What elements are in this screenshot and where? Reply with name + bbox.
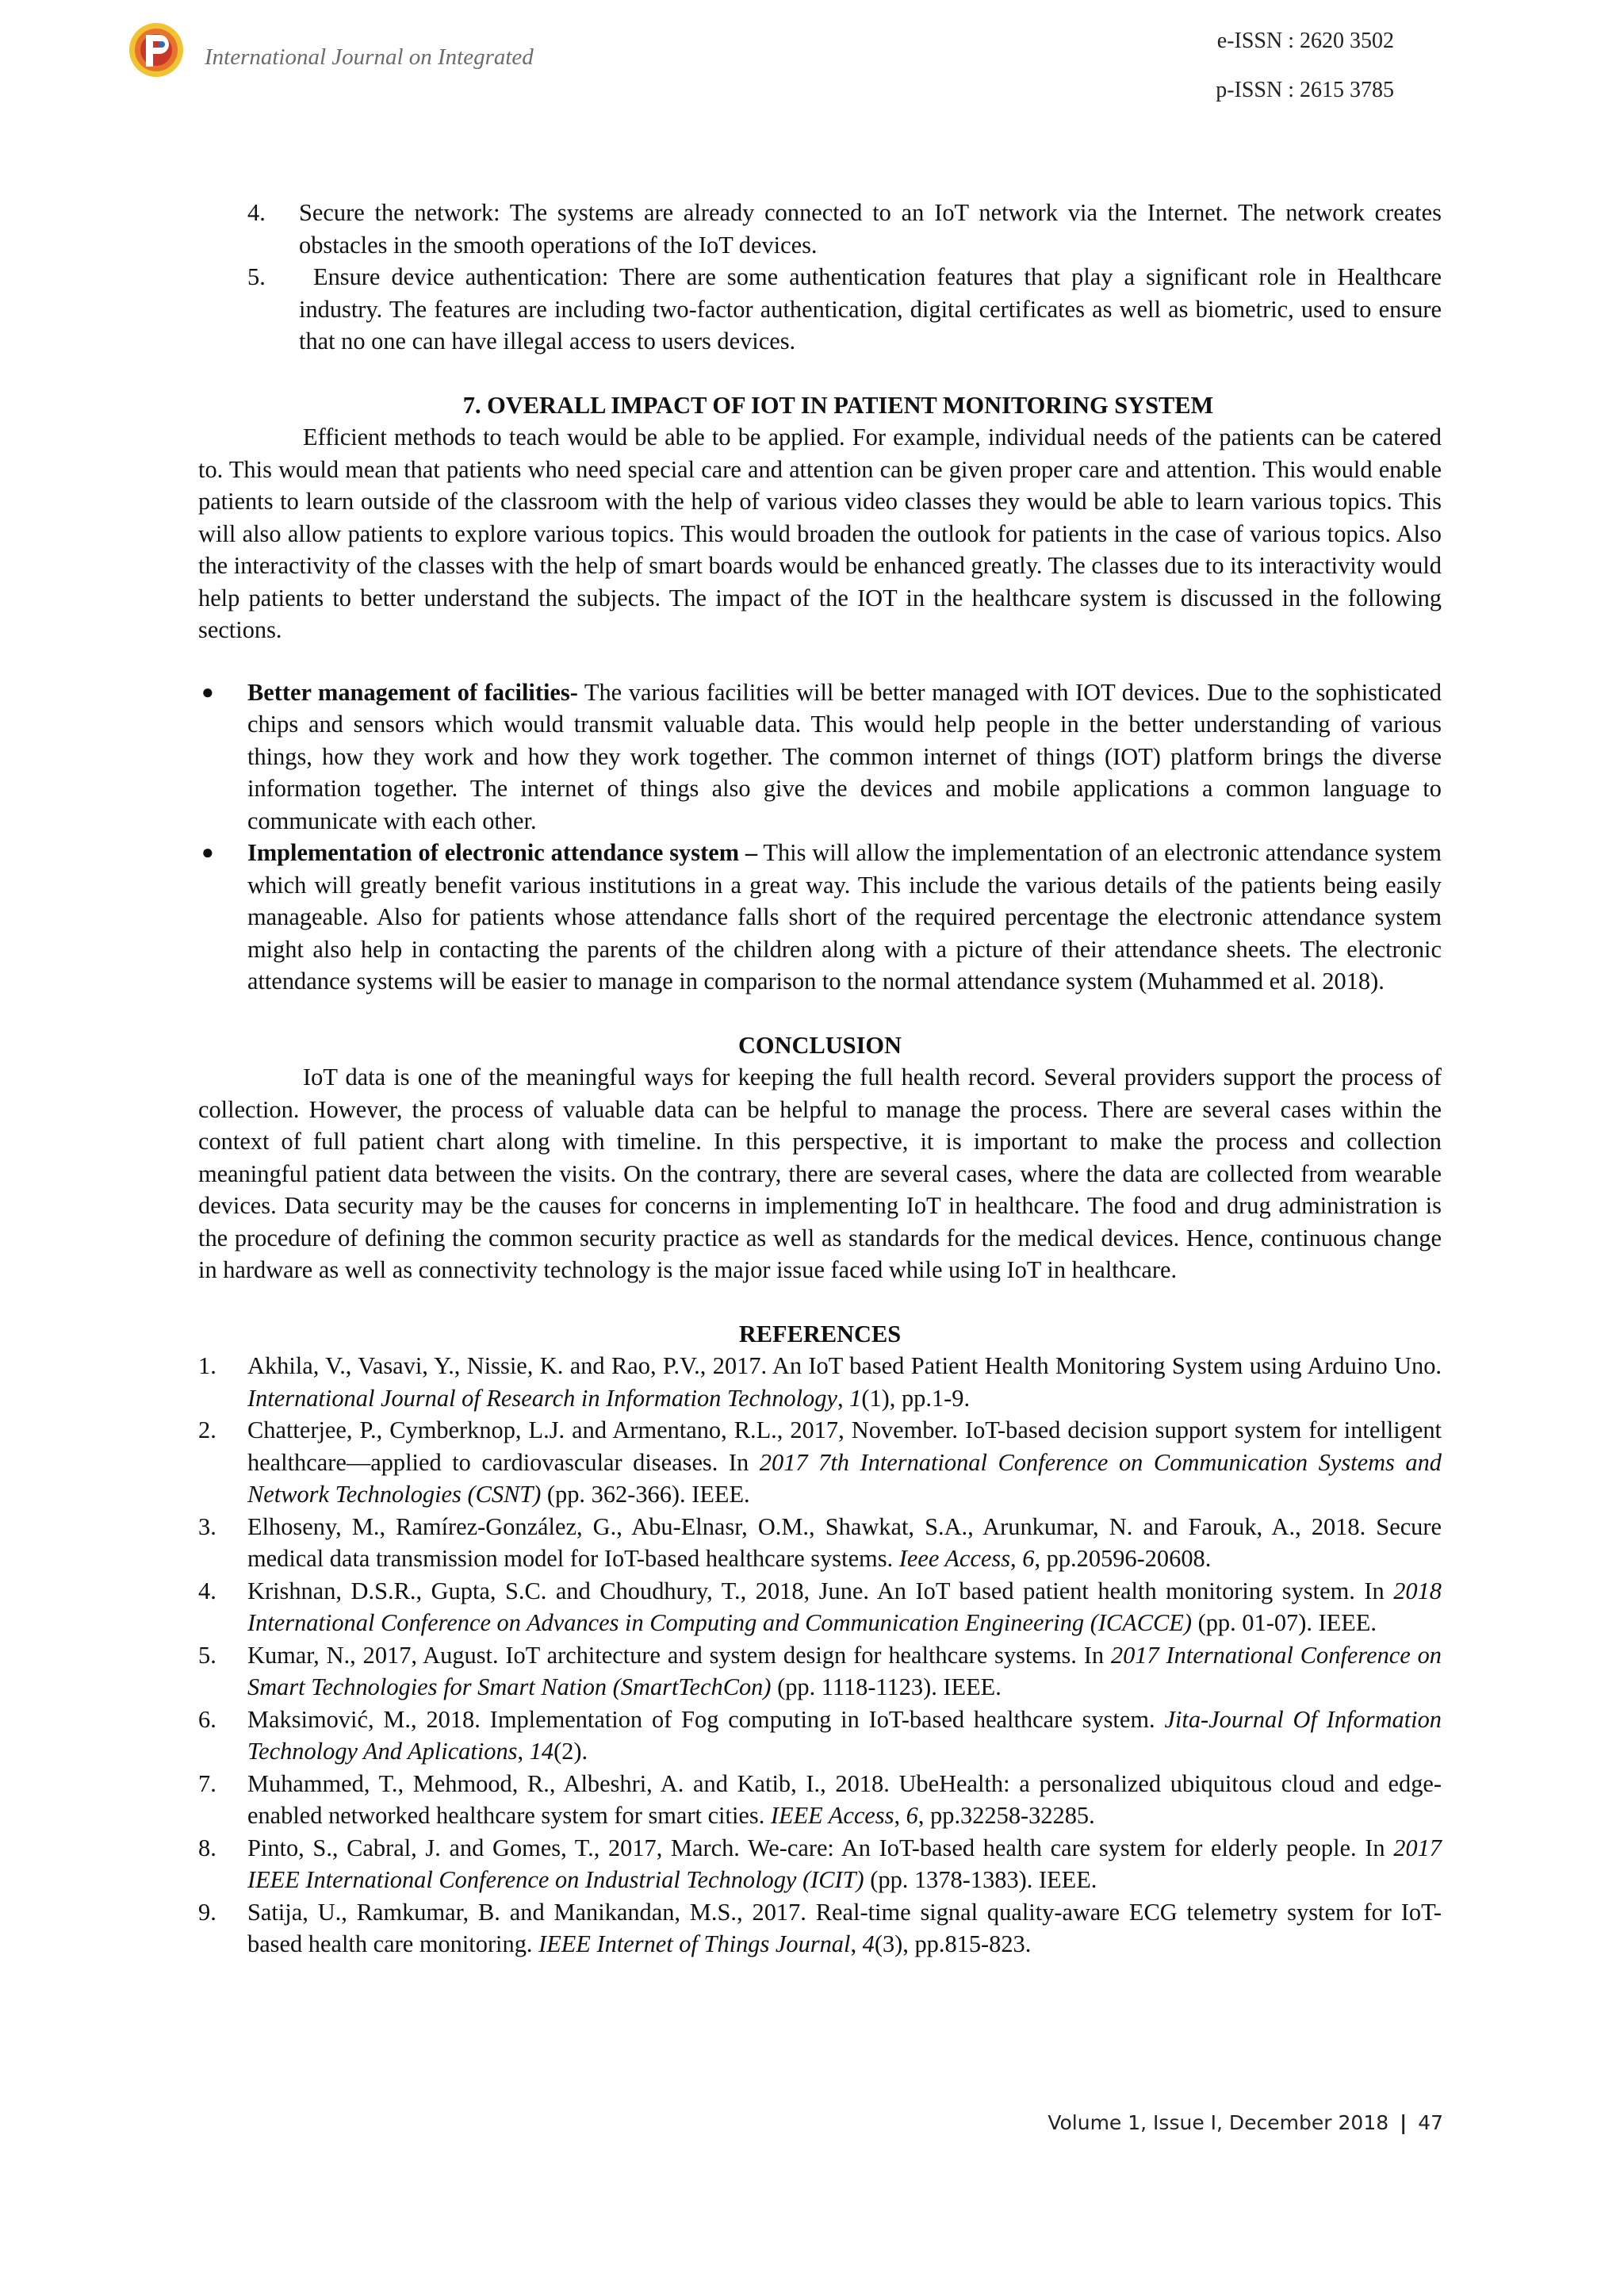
- reference-text: Elhoseny, M., Ramírez-González, G., Abu-Elnasr, O.M., Shawkat, S.A., Arunkumar, N. and Farouk, A., 2018. Secure medical data transmission model for IoT-based healthcare systems.: [247, 1512, 1442, 1572]
- page-content: [198, 197, 1442, 1961]
- p-issn: p-ISSN : 2615 3785: [1216, 78, 1394, 102]
- section-heading: 7. OVERALL IMPACT OF IOT IN PATIENT MONITORING SYSTEM: [462, 391, 1214, 419]
- numbered-list: [198, 197, 1442, 358]
- list-item-number: 4.: [247, 199, 266, 226]
- reference-text: ,: [894, 1802, 906, 1829]
- reference-source: 2017 IEEE International Conference on Industrial Technology (ICIT): [247, 1834, 1442, 1893]
- reference-text: , pp.20596-20608.: [1034, 1545, 1212, 1572]
- reference-text: ,: [1010, 1545, 1023, 1572]
- reference-text: (3), pp.815-823.: [874, 1930, 1032, 1957]
- reference-volume: 6: [906, 1802, 918, 1829]
- reference-item: [198, 1511, 1442, 1575]
- reference-item: [198, 1704, 1442, 1768]
- reference-number: 1.: [198, 1352, 216, 1379]
- e-issn: e-ISSN : 2620 3502: [1216, 29, 1394, 53]
- reference-text: Krishnan, D.S.R., Gupta, S.C. and Choudhury, T., 2018, June. An IoT based patient health monitoring system. In: [247, 1577, 1394, 1604]
- conclusion-paragraph: IoT data is one of the meaningful ways for keeping the full health record. Several providers support the process of collection. However, the process of valuable data can be helpful to manage the process. There are several cases within the context of full patient chart along with timeline. In this perspective, it is important to make the process and collection meaningful patient data between the visits. On the contrary, there are several cases, where the data are collected from wearable devices. Data security may be the causes for concerns in implementing IoT in healthcare. The food and drug administration is the procedure of defining the common security practice as well as standards for the medical devices. Hence, continuous change in hardware as well as connectivity technology is the major issue faced while using IoT in healthcare.: [198, 1064, 1442, 1283]
- reference-volume: 14: [529, 1738, 554, 1765]
- reference-item: [198, 1414, 1442, 1511]
- volume-info: Volume 1, Issue I, December 2018: [1048, 2111, 1389, 2134]
- reference-number: 3.: [198, 1512, 216, 1540]
- references-heading: REFERENCES: [738, 1320, 902, 1347]
- reference-text: (2).: [553, 1738, 588, 1765]
- list-item-text: Secure the network: The systems are already connected to an IoT network via the Internet. The network creates obstacles in the smooth operations of the IoT devices.: [299, 199, 1442, 259]
- reference-source: Ieee Access: [898, 1545, 1011, 1572]
- reference-list: [198, 1350, 1442, 1961]
- page-number: 47: [1418, 2111, 1443, 2134]
- reference-text: Akhila, V., Vasavi, Y., Nissie, K. and Rao, P.V., 2017. An IoT based Patient Health Monitoring System using Arduino Uno.: [247, 1352, 1442, 1379]
- bullet-text: The various facilities will be better managed with IOT devices. Due to the sophisticated chips and sensors which would transmit valuable data. This would help people in the better understanding of various things, how they work and how they work together. The common internet of things (IOT) platform brings the diverse information together. The internet of things also give the devices and mobile applications a common language to communicate with each other.: [247, 678, 1442, 834]
- reference-source: IEEE Internet of Things Journal: [538, 1930, 851, 1957]
- reference-number: 4.: [198, 1577, 216, 1604]
- reference-text: ,: [517, 1738, 530, 1765]
- reference-item: [198, 1350, 1442, 1414]
- reference-text: Chatterjee, P., Cymberknop, L.J. and Armentano, R.L., 2017, November. IoT-based decision support system for intelligent healthcare—applied to cardiovascular diseases. In: [247, 1416, 1442, 1476]
- reference-text: , pp.32258-32285.: [917, 1802, 1095, 1829]
- bullet-text: This will allow the implementation of an electronic attendance system which will greatly benefit various institutions in a great way. This include the various details of the patients being easily manageable. Also for patients whose attendance falls short of the required percentage the electronic attendance system might also help in contacting the parents of the children along with a picture of their attendance sheets. The electronic attendance systems will be easier to manage in comparison to the normal attendance system (Muhammed et al. 2018).: [247, 839, 1442, 995]
- reference-source: International Journal of Research in Information Technology: [247, 1384, 837, 1412]
- reference-volume: 4: [862, 1930, 875, 1957]
- reference-source: Jita-Journal Of Information Technology And Aplications: [247, 1705, 1442, 1765]
- bullet-list: [198, 677, 1442, 998]
- list-item: [198, 197, 1442, 261]
- reference-number: 5.: [198, 1641, 216, 1669]
- reference-number: 7.: [198, 1769, 216, 1797]
- reference-text: Muhammed, T., Mehmood, R., Albeshri, A. and Katib, I., 2018. UbeHealth: a personalized ubiquitous cloud and edge-enabled networked healthcare system for smart cities.: [247, 1769, 1442, 1829]
- footer-separator: |: [1400, 2111, 1408, 2134]
- bullet-item: [198, 837, 1442, 998]
- reference-text: Kumar, N., 2017, August. IoT architecture and system design for healthcare systems. In: [247, 1641, 1111, 1669]
- reference-volume: 1: [849, 1384, 862, 1412]
- reference-text: ,: [850, 1930, 863, 1957]
- journal-name: International Journal on Integrated: [205, 44, 534, 70]
- reference-number: 6.: [198, 1705, 216, 1733]
- bullet-item: [198, 677, 1442, 838]
- bullet-title: Implementation of electronic attendance system –: [247, 839, 758, 866]
- reference-item: [198, 1832, 1442, 1896]
- reference-item: [198, 1575, 1442, 1639]
- reference-source: 2018 International Conference on Advances in Computing and Communication Engineering (ICACCE): [247, 1577, 1442, 1636]
- reference-number: 9.: [198, 1898, 216, 1926]
- reference-text: (pp. 362-366). IEEE.: [541, 1481, 750, 1508]
- bullet-title: Better management of facilities-: [247, 678, 578, 706]
- reference-item: [198, 1896, 1442, 1961]
- bullet-dot-icon: ●: [201, 680, 214, 703]
- reference-text: Maksimović, M., 2018. Implementation of Fog computing in IoT-based healthcare system.: [247, 1705, 1165, 1733]
- reference-source: IEEE Access: [770, 1802, 894, 1829]
- reference-text: (pp. 01-07). IEEE.: [1192, 1609, 1377, 1636]
- section-paragraph: Efficient methods to teach would be able to be applied. For example, individual needs of the patients can be catered to. This would mean that patients who need special care and attention can be given proper care and attention. This would enable patients to learn outside of the classroom with the help of various video classes they would be able to learn various topics. This will also allow patients to explore various topics. This would broaden the outlook for patients in the case of various topics. Also the interactivity of the classes with the help of smart boards would be enhanced greatly. The classes due to its interactivity would help patients to better understand the subjects. The impact of the IOT in the healthcare system is discussed in the following sections.: [198, 424, 1442, 643]
- page-footer: [1048, 2111, 1443, 2134]
- reference-text: (pp. 1118-1123). IEEE.: [771, 1673, 1002, 1700]
- reference-item: [198, 1768, 1442, 1832]
- reference-number: 2.: [198, 1416, 216, 1443]
- conclusion-heading: CONCLUSION: [737, 1031, 902, 1059]
- bullet-dot-icon: ●: [201, 841, 214, 864]
- reference-volume: 6: [1022, 1545, 1035, 1572]
- reference-number: 8.: [198, 1834, 216, 1861]
- list-item-number: 5.: [247, 263, 266, 290]
- reference-text: Pinto, S., Cabral, J. and Gomes, T., 2017, March. We-care: An IoT-based health care system for elderly people. In: [247, 1834, 1394, 1861]
- journal-logo-icon: [127, 21, 186, 79]
- list-item-text: Ensure device authentication: There are some authentication features that play a significant role in Healthcare industry. The features are including two-factor authentication, digital certificates as well as biometric, used to ensure that no one can have illegal access to users devices.: [299, 263, 1442, 355]
- reference-text: ,: [837, 1384, 850, 1412]
- reference-text: (pp. 1378-1383). IEEE.: [864, 1866, 1097, 1893]
- reference-source: 2017 International Conference on Smart Technologies for Smart Nation (SmartTechCon): [247, 1641, 1442, 1700]
- reference-item: [198, 1639, 1442, 1704]
- reference-text: Satija, U., Ramkumar, B. and Manikandan, M.S., 2017. Real-time signal quality-aware ECG telemetry system for IoT-based health care monitoring.: [247, 1898, 1442, 1957]
- reference-text: (1), pp.1-9.: [861, 1384, 971, 1412]
- list-item: [198, 261, 1442, 358]
- page-header: [0, 0, 1624, 111]
- reference-source: 2017 7th International Conference on Communication Systems and Network Technologies (CSNT): [247, 1448, 1442, 1508]
